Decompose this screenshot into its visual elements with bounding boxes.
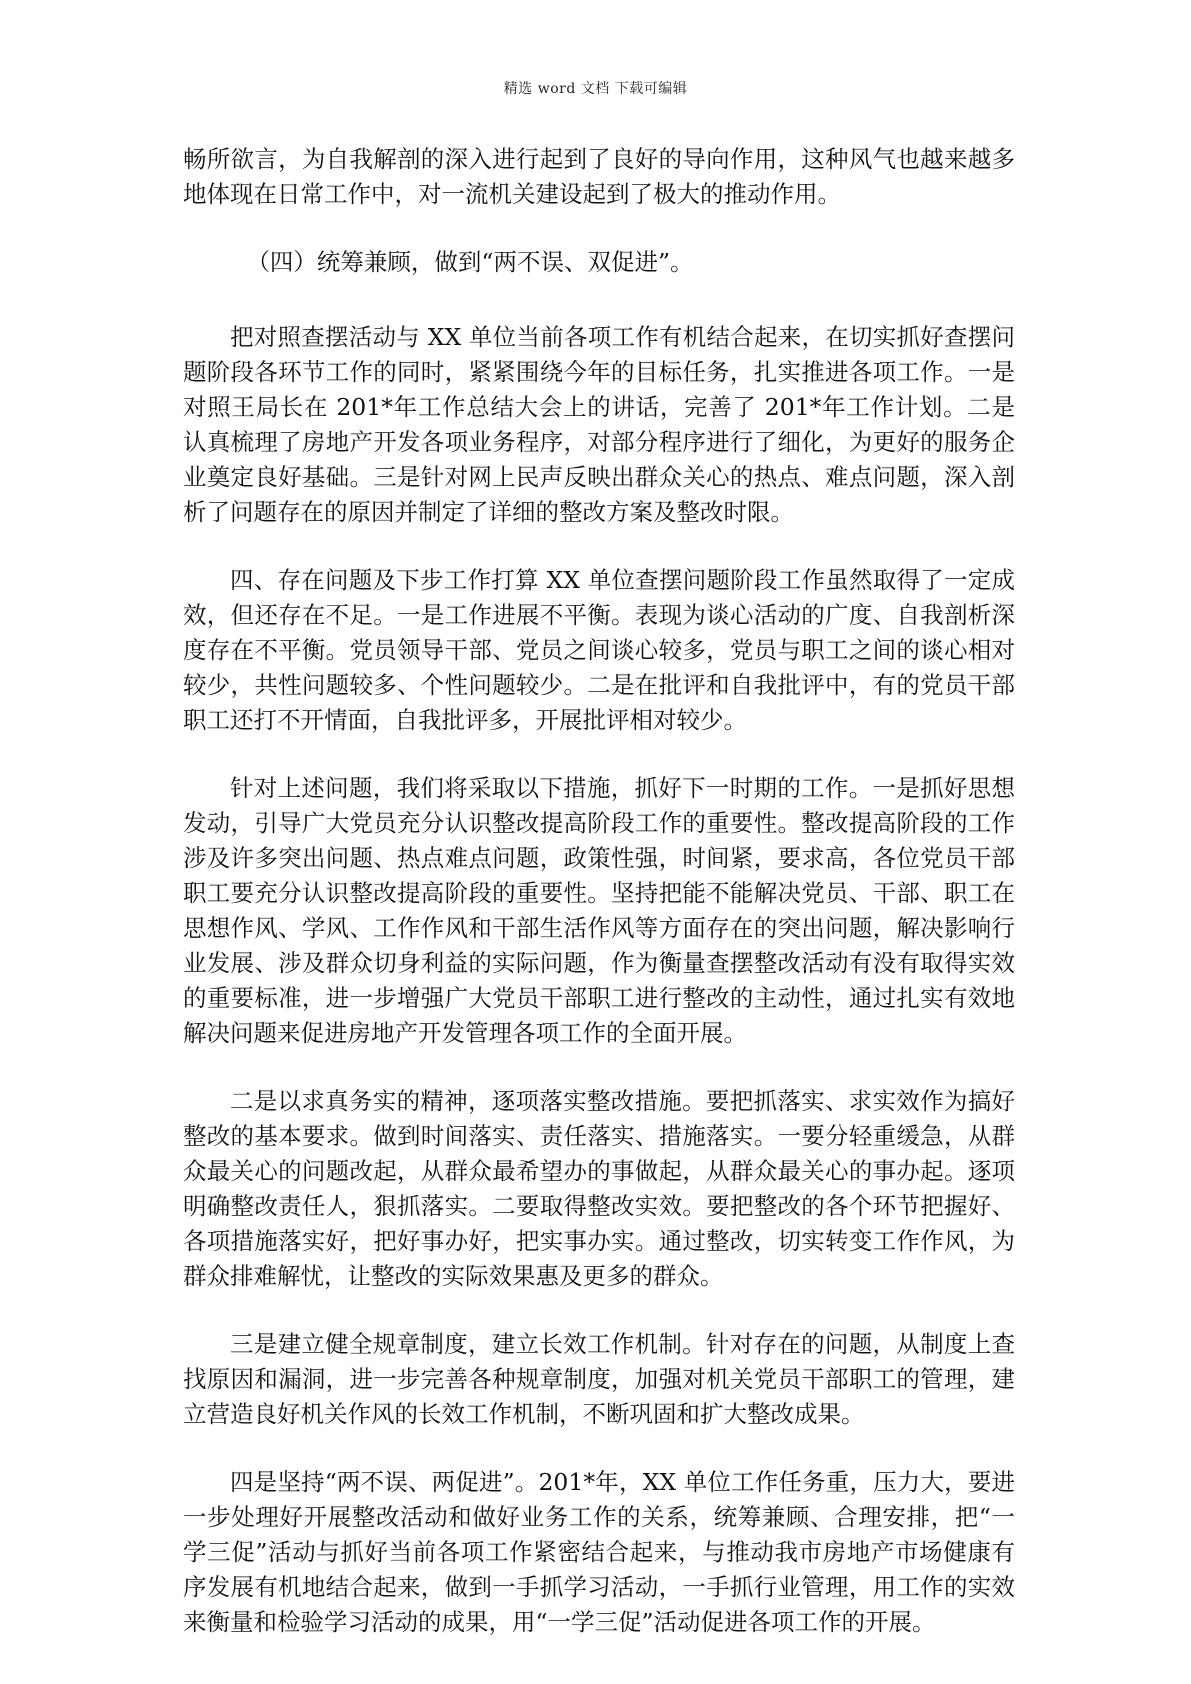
page-header: 精选 word 文档 下载可编辑 [503,81,688,97]
paragraph: 针对上述问题，我们将采取以下措施，抓好下一时期的工作。一是抓好思想发动，引导广大党员充分认识整改提高阶段工作的重要性。整改提高阶段的工作涉及许多突出问题、热点难点问题，政策性强，时间紧，要求高，各位党员干部职工要充分认识整改提高阶段的重要性。坚持把能不能解决党员、干部、职工在思想作风、学风、工作作风和干部生活作风等方面存在的突出问题，解决影响行业发展、涉及群众切身利益的实际问题，作为衡量查摆整改活动有没有取得实效的重要标准，进一步增强广大党员干部职工进行整改的主动性，通过扎实有效地解决问题来促进房地产开发管理各项工作的全面开展。 [183,774,1015,1047]
paragraph: 把对照查摆活动与 XX 单位当前各项工作有机结合起来，在切实抓好查摆问题阶段各环节工作的同时，紧紧围绕今年的目标任务，扎实推进各项工作。一是对照王局长在 201*年工作总结大会上的讲话，完善了 201*年工作计划。二是认真梳理了房地产开发各项业务程序，对部分程序进行了细化，为更好的服务企业奠定良好基础。三是针对网上民声反映出群众关心的热点、难点问题，深入剖析了问题存在的原因并制定了详细的整改方案及整改时限。 [183,323,1015,526]
paragraph-continued: 畅所欲言，为自我解剖的深入进行起到了良好的导向作用，这种风气也越来越多地体现在日常工作中，对一流机关建设起到了极大的推动作用。 [183,145,1015,208]
paragraph: 四是坚持“两不误、两促进”。201*年，XX 单位工作任务重，压力大，要进一步处理好开展整改活动和做好业务工作的关系，统筹兼顾、合理安排，把“一学三促”活动与抓好当前各项工作紧密结合起来，与推动我市房地产市场健康有序发展有机地结合起来，做到一手抓学习活动，一手抓行业管理，用工作的实效来衡量和检验学习活动的成果，用“一学三促”活动促进各项工作的开展。 [183,1468,1015,1636]
paragraph: 二是以求真务实的精神，逐项落实整改措施。要把抓落实、求实效作为搞好整改的基本要求。做到时间落实、责任落实、措施落实。一要分轻重缓急，从群众最关心的问题改起，从群众最希望办的事做起，从群众最关心的事办起。逐项明确整改责任人，狠抓落实。二要取得整改实效。要把整改的各个环节把握好、各项措施落实好，把好事办好，把实事办实。通过整改，切实转变工作作风，为群众排难解忧，让整改的实际效果惠及更多的群众。 [183,1087,1015,1290]
section-heading: （四）统筹兼顾，做到“两不误、双促进”。 [246,248,694,276]
paragraph: 三是建立健全规章制度，建立长效工作机制。针对存在的问题，从制度上查找原因和漏洞，进一步完善各种规章制度，加强对机关党员干部职工的管理，建立营造良好机关作风的长效工作机制，不断巩固和扩大整改成果。 [183,1330,1015,1428]
paragraph: 四、存在问题及下步工作打算 XX 单位查摆问题阶段工作虽然取得了一定成效，但还存在不足。一是工作进展不平衡。表现为谈心活动的广度、自我剖析深度存在不平衡。党员领导干部、党员之间谈心较多，党员与职工之间的谈心相对较少，共性问题较多、个性问题较少。二是在批评和自我批评中，有的党员干部职工还打不开情面，自我批评多，开展批评相对较少。 [183,566,1015,734]
document-body [183,142,1015,1673]
